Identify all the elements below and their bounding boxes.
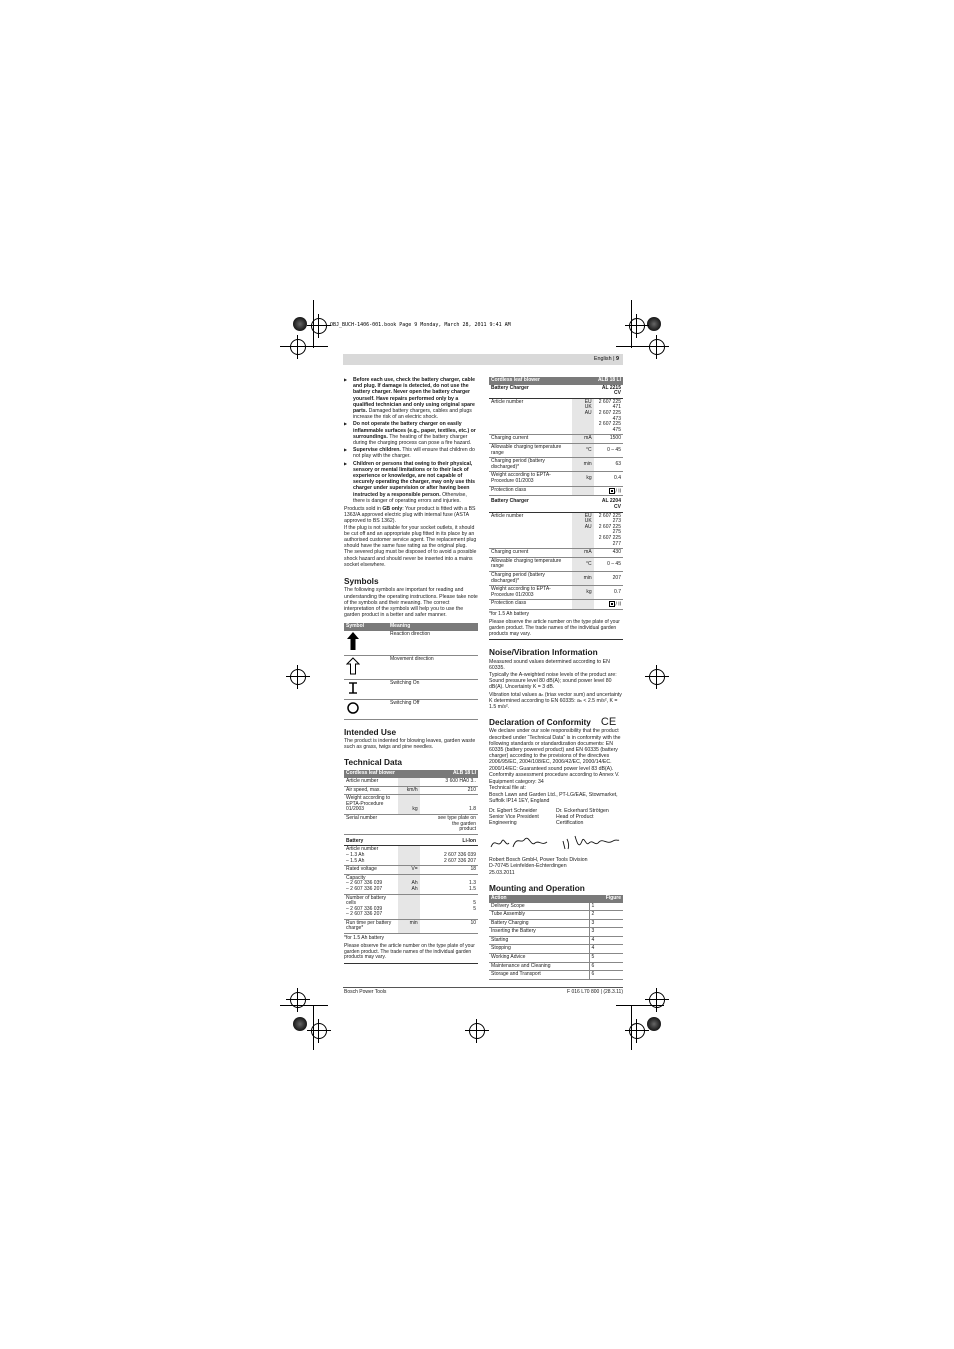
safety-bullet: ▶ Children or persons that owing to their physical, sensory or mental limitations or to their lack of experience or knowledge, are not capable of securely operating the charger, may only use this charger under supervision or after having been instructed by a responsible person. Otherwise, there is danger of operating errors and injuries. [344, 461, 478, 504]
safety-bullet: ▶ Do not operate the battery charger on easily inflammable surfaces (e.g., paper, textiles, etc.) or surroundings. The heating of the battery charger during the charging process can pose a fire hazard. [344, 421, 478, 446]
switch-off-icon [346, 701, 360, 715]
mounting-table: Action Figure Delivery Scope 1 Tube Assembly 2 Battery Charging 3 Inserting the Battery 3 Starting 4 Stopping 4 Working Advice 5 Maintenance and Cleaning 6 Storage and Transport 6 [489, 895, 623, 980]
intended-use-heading: Intended Use [344, 726, 397, 737]
conformity-text: Equipment category: 34 [489, 779, 544, 786]
intended-use-text: The product is indented for blowing leaves, garden waste such as grass, twigs and pine needles. [344, 737, 476, 750]
table-row: Starting 4 [489, 936, 623, 945]
conformity-text: We declare under our sole responsibility that the product described under “Technical Data” is in conformity with the following standards or standardization documents: EN 60335 (battery powered product) and EN 60335 (battery charger) according to the provisions of the directives 2006/95/EC, 2004/108/EC, 2006/42/EC, 2000/14/EC. 2000/14/EC: Guaranteed sound power level 83 dB(A). Conformity assessment procedure according to Annex V. [489, 728, 621, 778]
table-row: Maintenance and Cleaning 6 [489, 962, 623, 971]
outline-arrow-icon [346, 657, 360, 675]
trim-line [280, 346, 328, 347]
crop-mark-icon [645, 335, 669, 359]
table-row: Battery Charging 3 [489, 919, 623, 928]
signatory-2: Dr. Eckerhard Strötgen Head of Product Certification [556, 807, 609, 827]
page-number: 9 [616, 356, 619, 362]
trim-line [313, 1006, 314, 1050]
crop-mark-icon [645, 665, 669, 689]
ce-mark-icon: CE [600, 716, 617, 729]
trim-line [616, 346, 664, 347]
crop-mark-icon [465, 1019, 489, 1043]
charger-note: Please observe the article number on the type plate of your garden product. The trade names of the individual garden products may vary. [489, 620, 623, 640]
charger-footnote: *for 1.5 Ah battery [489, 611, 530, 618]
table-row: Storage and Transport 6 [489, 971, 623, 980]
registration-dot-bl [293, 1017, 307, 1031]
filled-arrow-icon [346, 632, 360, 650]
crop-mark-icon [307, 1019, 331, 1043]
trim-line [631, 300, 632, 348]
crop-mark-icon [286, 988, 310, 1012]
table-note: Please observe the article number on the type plate of your garden product. The trade names of the individual garden products may vary. [344, 944, 478, 964]
page-header-label: English | 9 [593, 356, 619, 362]
file-info-line: OBJ_BUCH-1406-001.book Page 9 Monday, March 28, 2011 9:41 AM [330, 322, 511, 328]
symbols-intro: The following symbols are important for reading and understanding the operating instructions. Please take note of the symbols and their meaning. The correct interpretation of the symbols will help you to use the garden product in a better and safer manner. [344, 587, 478, 619]
safety-bullet: ▶ Supervise children. This will ensure that children do not play with the charger. [344, 447, 478, 459]
company-address: Robert Bosch GmbH, Power Tools Division D-70745 Leinfelden-Echterdingen 25.03.2011 [489, 857, 588, 876]
noise-heading: Noise/Vibration Information [489, 647, 598, 658]
table-row: Stopping 4 [489, 945, 623, 954]
symbols-heading: Symbols [344, 576, 379, 587]
table-row: Inserting the Battery 3 [489, 928, 623, 937]
footer-rule [343, 987, 623, 988]
symbol-meaning: Movement direction [388, 656, 478, 680]
left-column [344, 377, 478, 964]
right-column [489, 377, 623, 980]
table-footnote: *for 1.5 Ah battery [344, 935, 385, 942]
mounting-heading: Mounting and Operation [489, 882, 585, 893]
noise-text: Vibration total values aₕ (triax vector sum) and uncertainty K determined according to EN 60335: aₕ < 2.5 m/s², K = 1.5 m/s². [489, 691, 622, 711]
table-row: Tube Assembly 2 [489, 911, 623, 920]
symbol-meaning: Switching On [388, 680, 478, 700]
conformity-heading: Declaration of Conformity CE [489, 716, 617, 729]
trim-line [616, 1005, 664, 1006]
table-row: Delivery Scope 1 [489, 903, 623, 911]
crop-mark-icon [307, 314, 331, 338]
switch-on-icon [346, 681, 360, 695]
meaning-col-header: Meaning [388, 623, 478, 631]
crop-mark-icon [645, 988, 669, 1012]
noise-text: Measured sound values determined according to EN 60335. [489, 658, 610, 671]
technical-data-heading: Technical Data [344, 757, 402, 768]
conformity-text: Technical file at: Bosch Lawn and Garden Ltd., PT-LG/EAE, Stowmarket, Suffolk IP14 1EY, England [489, 785, 618, 804]
noise-text: Typically the A-weighted noise levels of the product are: Sound pressure level 80 dB(A); sound power level 80 dB(A). Uncertainty K = 3 dB. [489, 672, 617, 691]
footer-right: F 016 L70 800 | (28.3.11) [567, 989, 623, 995]
symbol-col-header: Symbol [344, 623, 388, 631]
crop-mark-icon [625, 1019, 649, 1043]
signatory-1: Dr. Egbert Schneider Senior Vice President Engineering [489, 807, 539, 827]
crop-mark-icon [286, 335, 310, 359]
safety-bullet: ▶ Before each use, check the battery charger, cable and plug. If damage is detected, do not use the battery charger. Never open the battery charger yourself. Have repairs performed only by a qualified technician and only using original spare parts. Damaged battery chargers, cables and plugs increase the risk of an electric shock. [344, 377, 478, 420]
signatures-image [489, 831, 623, 853]
trim-line [280, 1005, 328, 1006]
technical-data-table: Cordless leaf blower ALB 18 LI Article number 3 600 HA0 3.. Air speed, max. km/h 210 Weight according to EPTA-Procedure 01/2003 kg 1.8 Serial number see type plate on the garden product Battery Li-Ion Article number – 1.3 Ah – 1.5 Ah 2 607 336 039 2 607 336 207 Rated voltage V= 18 Capacity – 2 607 336 039 – 2 607 336 207 Ah Ah 1.3 1.5 Number of battery cells – 2 607 336 039 – 2 607 336 207 5 5 Run time per battery charge* min 10 [344, 770, 478, 934]
footer-left: Bosch Power Tools [344, 989, 387, 995]
gb-plug-paragraph: Products sold in GB only: Your product is fitted with a BS 1363/A approved electric plug with internal fuse (ASTA approved to BS 1362). If the plug is not suitable for your socket outlets, it should be cut off and an appropriate plug fitted in its place by an authorised customer service agent. The replacement plug should have the same fuse rating as the original plug. The severed plug must be disposed of to avoid a possible shock hazard and should never be inserted into a mains socket elsewhere. [344, 506, 477, 568]
registration-dot-tl [293, 317, 307, 331]
symbol-meaning: Switching Off [388, 700, 478, 720]
table-row: Working Advice 5 [489, 954, 623, 963]
registration-dot-br [647, 1017, 661, 1031]
crop-mark-icon [286, 665, 310, 689]
symbol-table [344, 623, 478, 719]
page-header-bar [343, 354, 623, 365]
registration-dot-tr [647, 317, 661, 331]
charger-table: Cordless leaf blower ALB 18 LI Battery Charger AL 2215 CV Article number EU UK AU 2 607 225 471 2 607 225 473 2 607 225 475 Charging current mA 1500 Allowable charging temperature range °C 0 – 45 Charging period (battery discharged)* min 63 Weight according to EPTA-Procedure 01/2003 kg 0.4 Protection class / II Battery Charger AL 2204 CV Article number EU UK AU 2 607 225 273 2 607 225 275 2 607 225 277 Charging current mA 430 Allowable charging temperature range °C 0 – 45 Charging period (battery discharged)* min 207 Weight according to EPTA-Procedure 01/2003 kg 0.7 Protection class / II [489, 377, 623, 610]
symbol-meaning: Reaction direction [388, 631, 478, 656]
trim-line [631, 1006, 632, 1050]
trim-line [313, 300, 314, 348]
